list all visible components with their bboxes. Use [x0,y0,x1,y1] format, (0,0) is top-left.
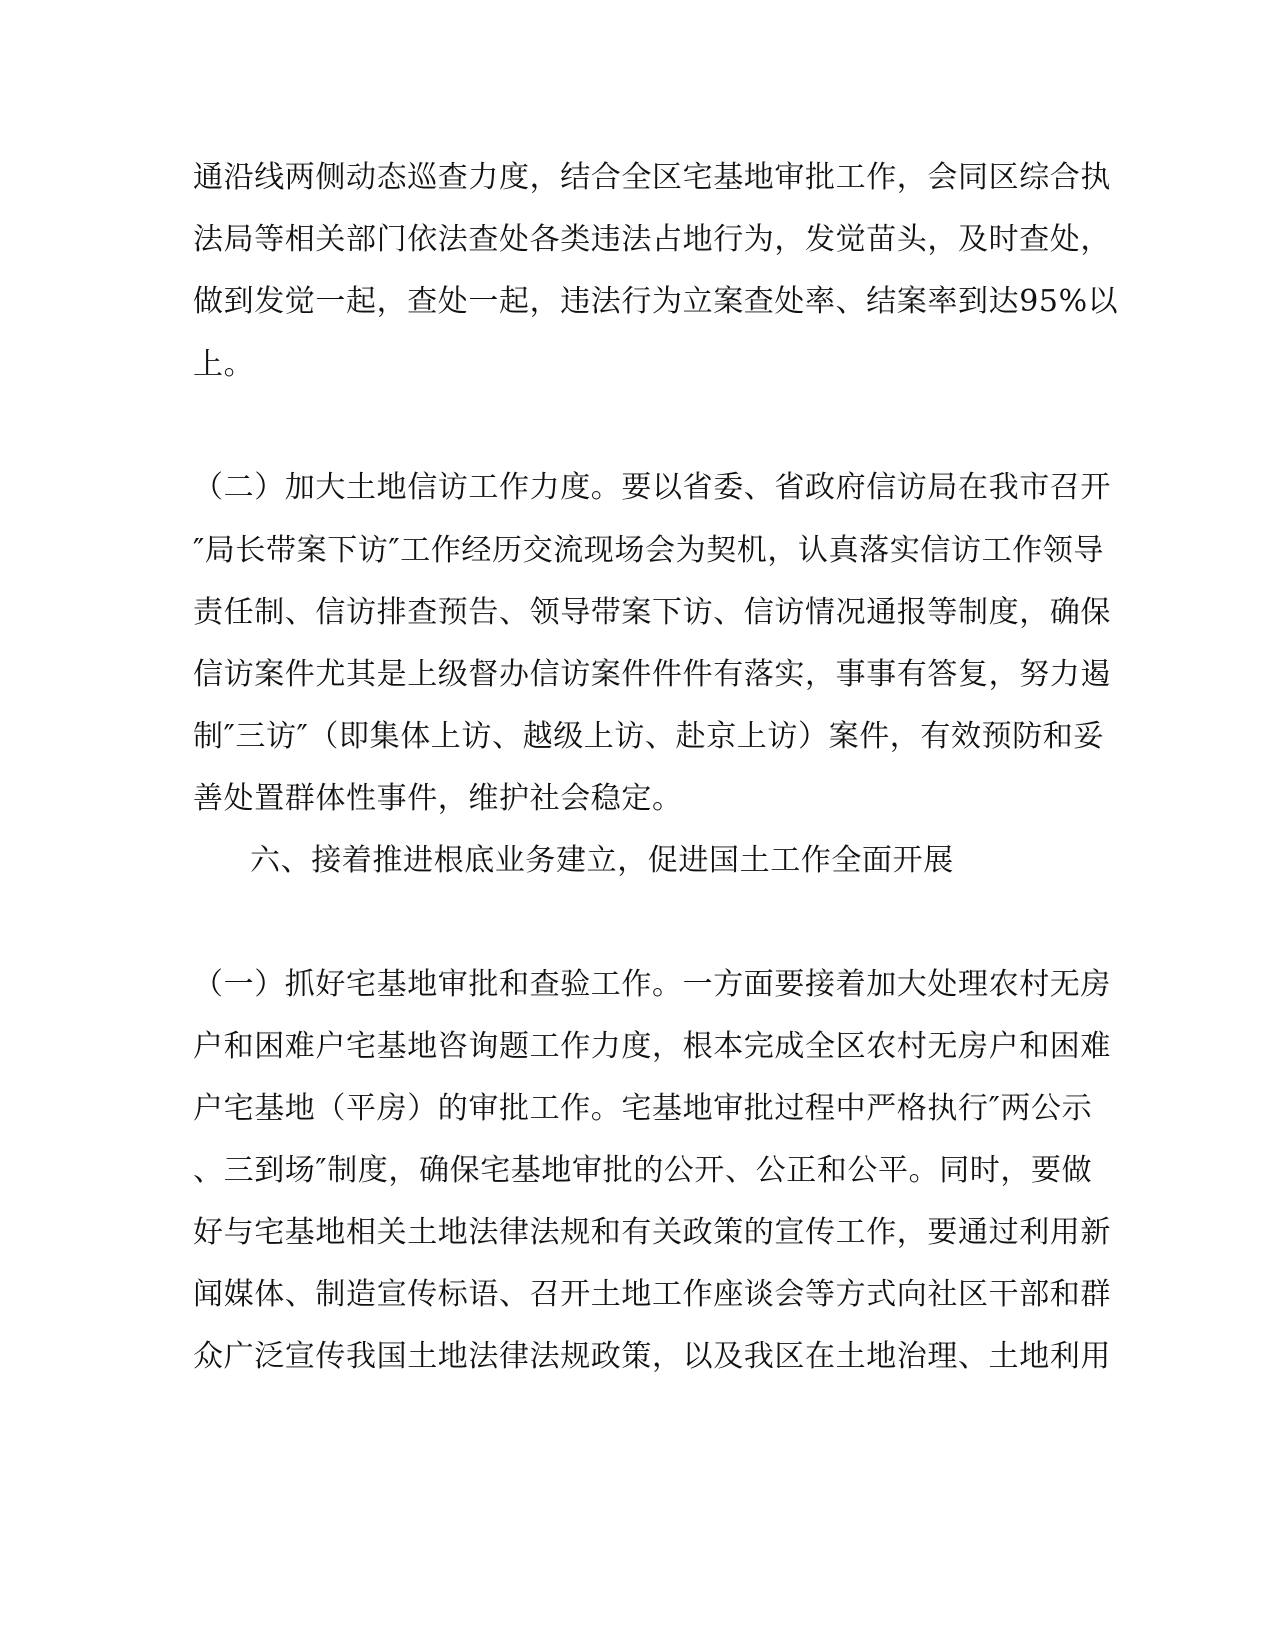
paragraph-line: 众广泛宣传我国土地法律法规政策，以及我区在土地治理、土地利用 [193,1339,1111,1374]
paragraph-line: 责任制、信访排查预告、领导带案下访、信访情况通报等制度，确保 [193,595,1111,630]
paragraph-line: （二）加大土地信访工作力度。要以省委、省政府信访局在我市召开 [193,470,1111,505]
paragraph-line: 上。 [193,347,255,382]
paragraph-line: 闻媒体、制造宣传标语、召开土地工作座谈会等方式向社区干部和群 [193,1277,1111,1312]
paragraph-line: 户和困难户宅基地咨询题工作力度，根本完成全区农村无房户和困难 [193,1029,1111,1064]
paragraph-line: 户宅基地（平房）的审批工作。宅基地审批过程中严格执行″两公示 [193,1091,1093,1126]
paragraph-line: ″局长带案下访″工作经历交流现场会为契机，认真落实信访工作领导 [193,533,1105,568]
paragraph-line: 制″三访″（即集体上访、越级上访、赴京上访）案件，有效预防和妥 [193,719,1105,754]
section-heading: 六、接着推进根底业务建立，促进国土工作全面开展 [250,843,954,878]
paragraph-line: 法局等相关部门依法查处各类违法占地行为，发觉苗头，及时查处， [193,222,1111,257]
paragraph-line: 好与宅基地相关土地法律法规和有关政策的宣传工作，要通过利用新 [193,1215,1111,1250]
paragraph-line: 信访案件尤其是上级督办信访案件件件有落实，事事有答复，努力遏 [193,657,1111,692]
paragraph-line: （一）抓好宅基地审批和查验工作。一方面要接着加大处理农村无房 [193,967,1111,1002]
paragraph-line: 做到发觉一起，查处一起，违法行为立案查处率、结案率到达95%以 [193,284,1119,319]
paragraph-line: 、三到场″制度，确保宅基地审批的公开、公正和公平。同时，要做 [193,1153,1093,1188]
paragraph-line: 通沿线两侧动态巡查力度，结合全区宅基地审批工作，会同区综合执 [193,160,1111,195]
paragraph-line: 善处置群体性事件，维护社会稳定。 [193,781,683,816]
